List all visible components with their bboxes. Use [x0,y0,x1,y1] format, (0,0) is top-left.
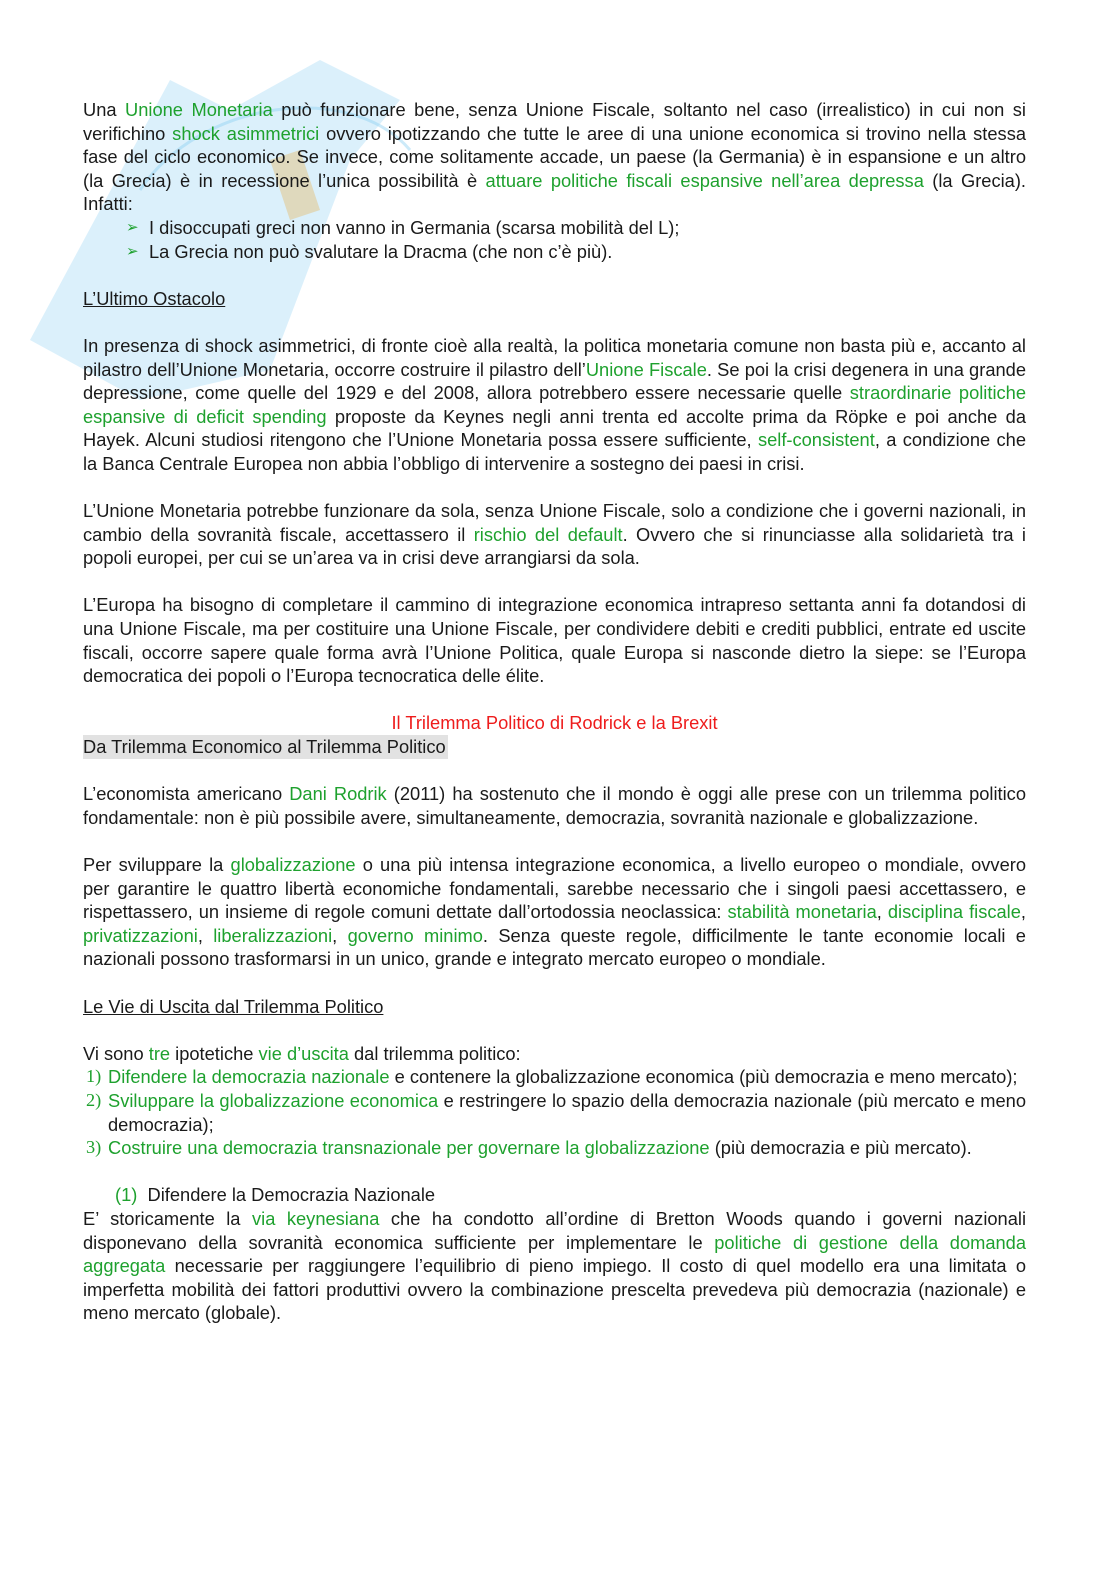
term-deficit-spending: straordinarie politiche espansive di deficit spending [83,382,1026,427]
subsection-title: Da Trilemma Economico al Trilemma Politico [83,736,446,758]
term-governo-minimo: governo minimo [347,924,483,946]
term-politiche-gestione-domanda: politiche di gestione della domanda aggregata [83,1231,1027,1277]
section-title: Il Trilemma Politico di Rodrick e la Brexit [391,712,718,734]
term-tre: tre [148,1042,171,1064]
list-item: 3) Costruire una democrazia transnazionale per governare la globalizzazione (più democrazia e più mercato). [86,1137,972,1159]
paragraph-tre-vie: Vi sono tre ipotetiche vie d’uscita dal trilemma politico: [83,1042,521,1064]
arrow-bullet-icon: ➢ [126,218,139,236]
list-item: 1) Difendere la democrazia nazionale e contenere la globalizzazione economica (più democrazia e meno mercato); [86,1066,1018,1088]
paragraph-rodrik: L’economista americano Dani Rodrik (2011) ha sostenuto che il mondo è oggi alle prese con un trilemma politico fondamentale: non è più possibile avere, simultaneamente, democrazia, sovranità nazionale e globalizzazione. [83,783,1026,828]
bullet-item: ➢ La Grecia non può svalutare la Dracma (che non c’è più). [126,240,613,262]
paragraph-unione-monetaria: Una Unione Monetaria può funzionare bene, senza Unione Fiscale, soltanto nel caso (irrealistico) in cui non si verifichino shock asimmetrici ovvero ipotizzando che tutte le aree di una unione economica si trovino nella stessa fase del ciclo economico. Se invece, come solitamente accade, un paese (la Germania) è in espansione e un altro (la Grecia) è in recessione l’unica possibilità è attuare politiche fiscali espansive nell’area depressa (la Grecia). Infatti: [83,99,1027,215]
term-via-keynesiana: via keynesiana [252,1207,380,1229]
term-politiche-fiscali: attuare politiche fiscali espansive nell’area depressa [485,169,924,191]
term-shock-asimmetrici: shock asimmetrici [172,122,320,144]
term-disciplina-fiscale: disciplina fiscale [887,901,1021,923]
term-privatizzazioni: privatizzazioni [83,924,198,946]
heading-ultimo-ostacolo: L’Ultimo Ostacolo [83,287,226,309]
paragraph-rischio-default: L’Unione Monetaria potrebbe funzionare da sola, senza Unione Fiscale, solo a condizione che i governi nazionali, in cambio della sovranità fiscale, accettassero il rischio del default. Ovvero che si rinunciasse alla solidarietà tra i popoli europei, per cui se un’area va in crisi deve arrangiarsi da sola. [83,500,1026,569]
paragraph-europa: L’Europa ha bisogno di completare il cammino di integrazione economica intrapreso settanta anni fa dotandosi di una Unione Fiscale, ma per costituire una Unione Fiscale, per condividere debiti e crediti pubblici, entrate ed uscite fiscali, occorre sapere quale forma avrà l’Unione Politica, quale Europa si nasconde dietro la siepe: se l’Europa democratica dei popoli o l’Europa tecnocratica delle élite. [83,594,1026,687]
paragraph-globalizzazione: Per sviluppare la globalizzazione o una più intensa integrazione economica, a livello europeo o mondiale, ovvero per garantire le quattro libertà economiche fondamentali, sarebbe necessario che i singoli paesi accettassero, e rispettassero, un insieme di regole comuni dettate dall’ortodossia neoclassica: stabilità monetaria, disciplina fiscale, privatizzazioni, liberalizzazioni, governo minimo. Senza queste regole, difficilmente le tante economie locali e nazionali possono trasformarsi in un unico, grande e integrato mercato europeo o mondiale. [83,854,1027,970]
heading-vie-di-uscita: Le Vie di Uscita dal Trilemma Politico [83,995,384,1017]
term-dani-rodrik: Dani Rodrik [289,783,387,805]
bullet-list [83,216,1026,263]
subheading-democrazia-nazionale: (1) Difendere la Democrazia Nazionale [115,1184,436,1206]
paragraph-shock-asimmetrici: In presenza di shock asimmetrici, di fronte cioè alla realtà, la politica monetaria comune non basta più e, accanto al pilastro dell’Unione Monetaria, occorre costruire il pilastro dell’Unione Fiscale. Se poi la crisi degenera in una grande depressione, come quelle del 1929 e del 2008, allora potrebbero essere necessarie quelle straordinarie politiche espansive di deficit spending proposte da Keynes negli anni trenta ed accolte prima da Röpke e poi anche da Hayek. Alcuni studiosi ritengono che l’Unione Monetaria possa essere sufficiente, self-consistent, a condizione che la Banca Centrale Europea non abbia l’obbligo di intervenire a sostegno dei paesi in crisi. [83,334,1027,474]
term-unione-fiscale: Unione Fiscale [585,358,707,380]
term-globalizzazione: globalizzazione [230,854,356,875]
arrow-bullet-icon: ➢ [126,242,139,260]
term-vie-uscita: vie d’uscita [258,1042,349,1064]
list-item: 2) Sviluppare la globalizzazione economica e restringere lo spazio della democrazia nazionale (più mercato e meno democrazia); [86,1089,1027,1135]
paragraph-via-keynesiana: E’ storicamente la via keynesiana che ha condotto all’ordine di Bretton Woods quando i governi nazionali disponevano della sovranità economica sufficiente per implementare le politiche di gestione della domanda aggregata necessarie per raggiungere l’equilibrio di pieno impiego. Il costo di quel modello era una limitata o imperfetta mobilità dei fattori produttivi ovvero la combinazione prescelta prevedeva più democrazia (nazionale) e meno mercato (globale). [83,1207,1027,1324]
term-liberalizzazioni: liberalizzazioni [213,924,333,946]
bullet-item: ➢ I disoccupati greci non vanno in Germania (scarsa mobilità del L); [126,216,680,238]
document-page [83,98,1026,1325]
term-rischio-default: rischio del default [473,523,623,545]
term-stabilita-monetaria: stabilità monetaria [727,901,877,923]
numbered-list [83,1065,1026,1159]
term-self-consistent: self-consistent [757,429,875,451]
term-unione-monetaria: Unione Monetaria [125,99,273,120]
